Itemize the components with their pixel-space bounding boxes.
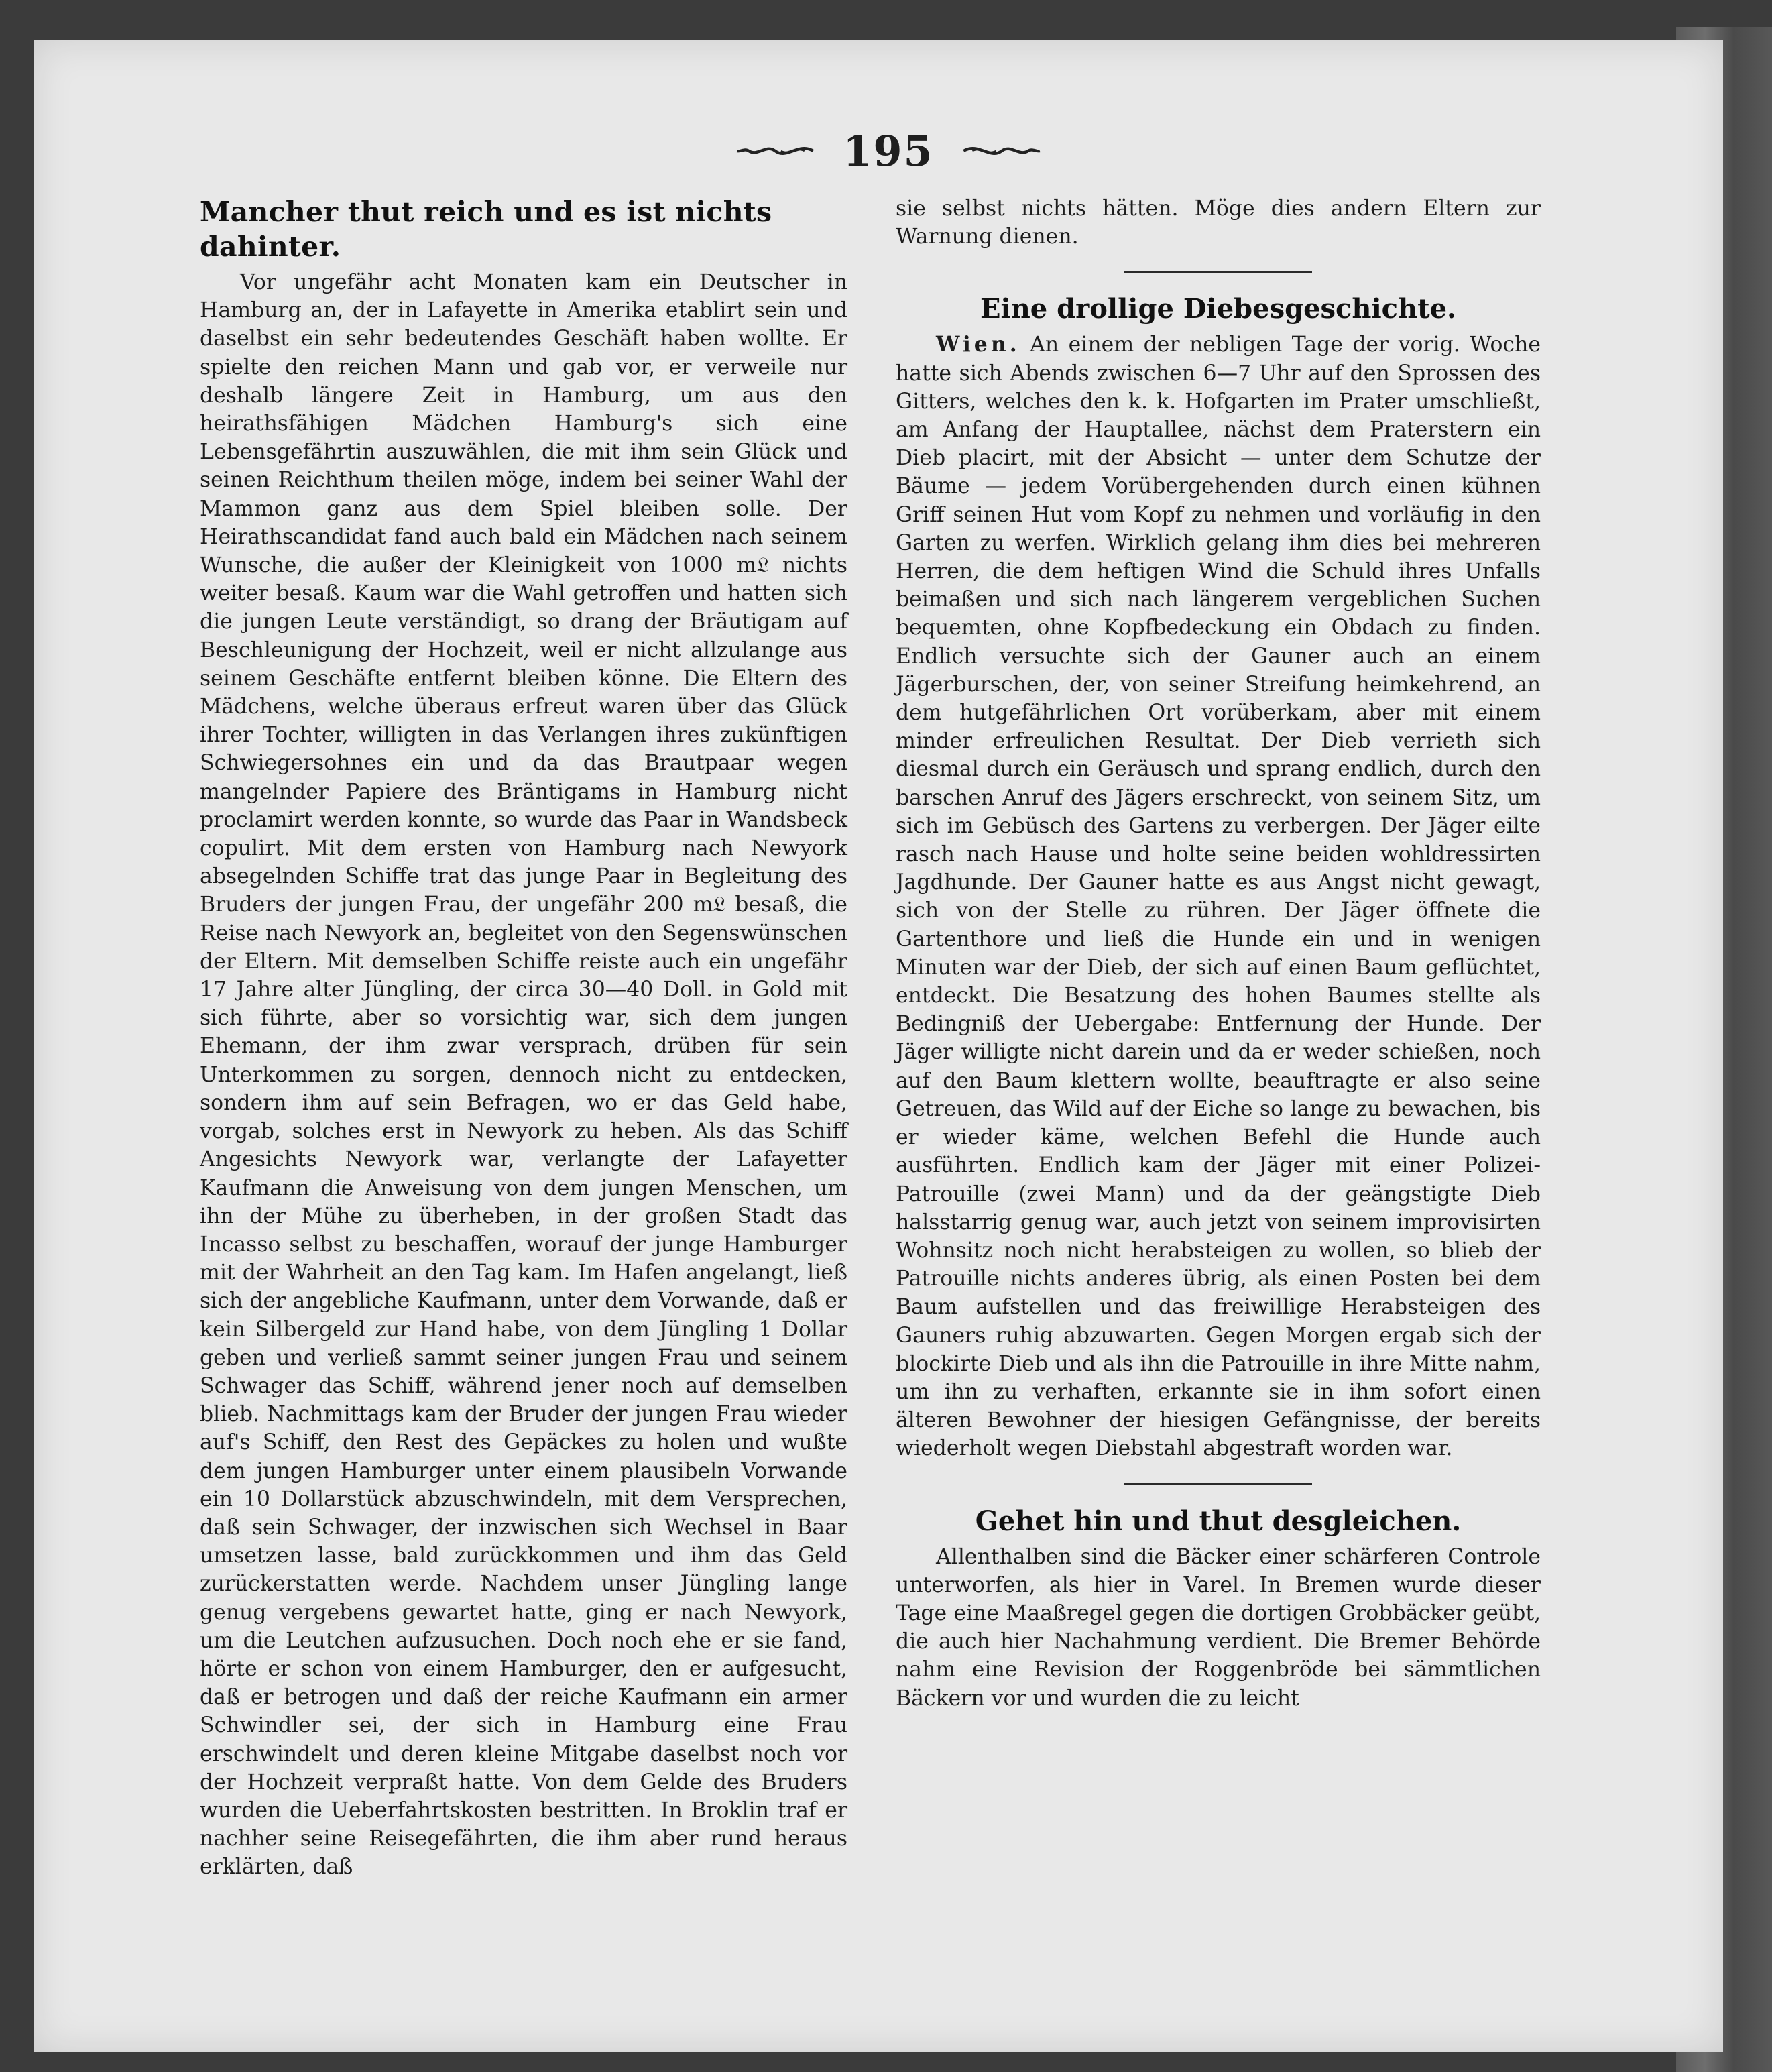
article-headline-left: Mancher thut reich und es ist nichts dahinter. xyxy=(200,196,772,263)
article-body-left: Vor ungefähr acht Monaten kam ein Deutscher in Hamburg an, der in Lafayette in Amerika etablirt sein und daselbst ein sehr bedeutendes Geschäft haben wollte. Er spielte den reichen Mann und gab vor, er verweile nur deshalb längere Zeit in Hamburg, um aus den heirathsfähigen Mädchen Hamburg's sich eine Lebensgefährtin auszuwählen, die mit ihm sein Glück und seinen Reichthum theilen möge, indem bei seiner Wahl der Mammon ganz aus dem Spiel bleiben solle. Der Heirathscandidat fand auch bald ein Mädchen nach seinem Wunsche, die außer der Kleinigkeit von 1000 m𝔏 nichts weiter besaß. Kaum war die Wahl getroffen und hatten sich die jungen Leute verständigt, so drang der Bräutigam auf Beschleunigung der Hochzeit, weil er nicht allzulange aus seinem Geschäfte entfernt bleiben könne. Die Eltern des Mädchens, welche überaus erfreut waren über das Glück ihrer Tochter, willigten in das Verlangen ihres zukünftigen Schwiegersohnes ein und da das Brautpaar wegen mangelnder Papiere des Bräntigams in Hamburg nicht proclamirt werden konnte, so wurde das Paar in Wandsbeck copulirt. Mit dem ersten von Hamburg nach Newyork absegelnden Schiffe trat das junge Paar in Begleitung des Bruders der jungen Frau, der ungefähr 200 m𝔏 besaß, die Reise nach Newyork an, begleitet von den Segenswünschen der Eltern. Mit demselben Schiffe reiste auch ein ungefähr 17 Jahre alter Jüngling, der circa 30—40 Doll. in Gold mit sich führte, aber so vorsichtig war, sich dem jungen Ehemann, der ihm zwar versprach, drüben für sein Unterkommen zu sorgen, dennoch nicht zu entdecken, sondern ihm auf sein Befragen, wo er das Geld habe, vorgab, solches erst in Newyork zu heben. Als das Schiff Angesichts Newyork war, verlangte der Lafayetter Kaufmann die Anweisung von dem jungen Menschen, um ihn der Mühe zu überheben, in der großen Stadt das Incasso selbst zu beschaffen, worauf der junge Hamburger mit der Wahrheit an den Tag kam. Im Hafen angelangt, ließ sich der angebliche Kaufmann, unter dem Vorwande, daß er kein Silbergeld zur Hand habe, von dem Jüngling 1 Dollar geben und verließ sammt seiner jungen Frau und seinem Schwager das Schiff, während jener noch auf demselben blieb. Nachmittags kam der Bruder der jungen Frau wieder auf's Schiff, den Rest des Gepäckes zu holen und wußte dem jungen Hamburger unter einem plausibeln Vorwande ein 10 Dollarstück abzuschwindeln, mit dem Versprechen, daß sein Schwager, der inzwischen sich Wechsel in Baar umsetzen lasse, bald zurückkommen und ihm das Geld zurückerstatten werde. Nachdem unser Jüngling lange genug vergebens gewartet hatte, ging er nach Newyork, um die Leutchen aufzusuchen. Doch noch ehe er sie fand, hörte er schon von einem Hamburger, den er aufgesucht, daß er betrogen und daß der reiche Kaufmann ein armer Schwindler sei, der sich in Hamburg eine Frau erschwindelt und deren kleine Mitgabe daselbst noch vor der Hochzeit verpraßt hatte. Von dem Gelde des Bruders wurden die Ueberfahrtskosten bestritten. In Broklin traf er nachher seine Reisegefährten, die ihm aber rund heraus erklärten, daß xyxy=(200,270,847,1880)
article-body-3: Allenthalben sind die Bäcker einer schärferen Controle unterworfen, als hier in Varel. In Bremen wurde dieser Tage eine Maaßregel gegen die dortigen Grobbäcker geübt, die auch hier Nachahmung verdient. Die Bremer Behörde nahm eine Revision der Roggenbröde bei sämmtlichen Bäckern vor und wurden die zu leicht xyxy=(896,1544,1541,1711)
section-divider xyxy=(1124,1483,1312,1485)
page-header xyxy=(734,124,1043,178)
article-headline-3: Gehet hin und thut desgleichen. xyxy=(975,1505,1462,1537)
continuation-text: sie selbst nichts hätten. Möge dies andern Eltern zur Warnung dienen. xyxy=(896,196,1541,249)
left-ornament-icon xyxy=(734,137,816,164)
right-ornament-icon xyxy=(961,137,1043,164)
article-body-2 xyxy=(896,331,1541,1462)
article-text-2: An einem der nebligen Tage der vorig. Woche hatte sich Abends zwischen 6—7 Uhr auf den Sprossen des Gitters, welches den k. k. Hofgarten im Prater umschließt, am Anfang der Hauptallee, nächst dem Praterstern ein Dieb placirt, mit der Absicht — unter dem Schutze der Bäume — jedem Vorübergehenden durch einen kühnen Griff seinen Hut vom Kopf zu nehmen und vorläufig in den Garten zu werfen. Wirklich gelang ihm dies bei mehreren Herren, die dem heftigen Wind die Schuld ihres Unfalls beimaßen und sich nach längerem vergeblichen Suchen bequemten, ohne Kopfbedeckung ein Obdach zu finden. Endlich versuchte sich der Gauner auch an einem Jägerburschen, der, von seiner Streifung heimkehrend, an dem hutgefährlichen Ort vorüberkam, aber mit einem minder erfreulichen Resultat. Der Dieb verrieth sich diesmal durch ein Geräusch und sprang endlich, durch den barschen Anruf des Jägers erschreckt, von seinem Sitz, um sich im Gebüsch des Gartens zu verbergen. Der Jäger eilte rasch nach Hause und holte seine beiden wohldressirten Jagdhunde. Der Gauner hatte es aus Angst nicht gewagt, sich von der Stelle zu rühren. Der Jäger öffnete die Gartenthore und ließ die Hunde ein und in wenigen Minuten war der Dieb, der sich auf einen Baum geflüchtet, entdeckt. Die Besatzung des hohen Baumes stellte als Bedingniß der Uebergabe: Entfernung der Hunde. Der Jäger willigte nicht darein und da er weder schießen, noch auf den Baum klettern wollte, beauftragte er also seine Getreuen, das Wild auf der Eiche so lange zu bewachen, bis er wieder käme, welchen Befehl die Hunde auch ausführten. Endlich kam der Jäger mit einer Polizei-Patrouille (zwei Mann) und da der geängstigte Dieb halsstarrig genug war, auch jetzt von seinem improvisirten Wohnsitz noch nicht herabsteigen zu wollen, so blieb der Patrouille nichts anderes übrig, als einen Posten bei dem Baum aufstellen und das freiwillige Herabsteigen des Gauners ruhig abzuwarten. Gegen Morgen ergab sich der blockirte Dieb und als ihn die Patrouille in ihre Mitte nahm, um ihn zu verhaften, erkannte sie in ihm sofort einen älteren Bewohner der hiesigen Gefängnisse, der bereits wiederholt wegen Diebstahl abgestraft worden war. xyxy=(896,333,1541,1461)
section-divider xyxy=(1124,271,1312,273)
article-headline-2: Eine drollige Diebesgeschichte. xyxy=(980,293,1456,325)
dateline: Wien. xyxy=(936,332,1020,357)
left-column xyxy=(200,194,847,1882)
page-number: 195 xyxy=(843,126,934,176)
right-column xyxy=(896,194,1541,1713)
